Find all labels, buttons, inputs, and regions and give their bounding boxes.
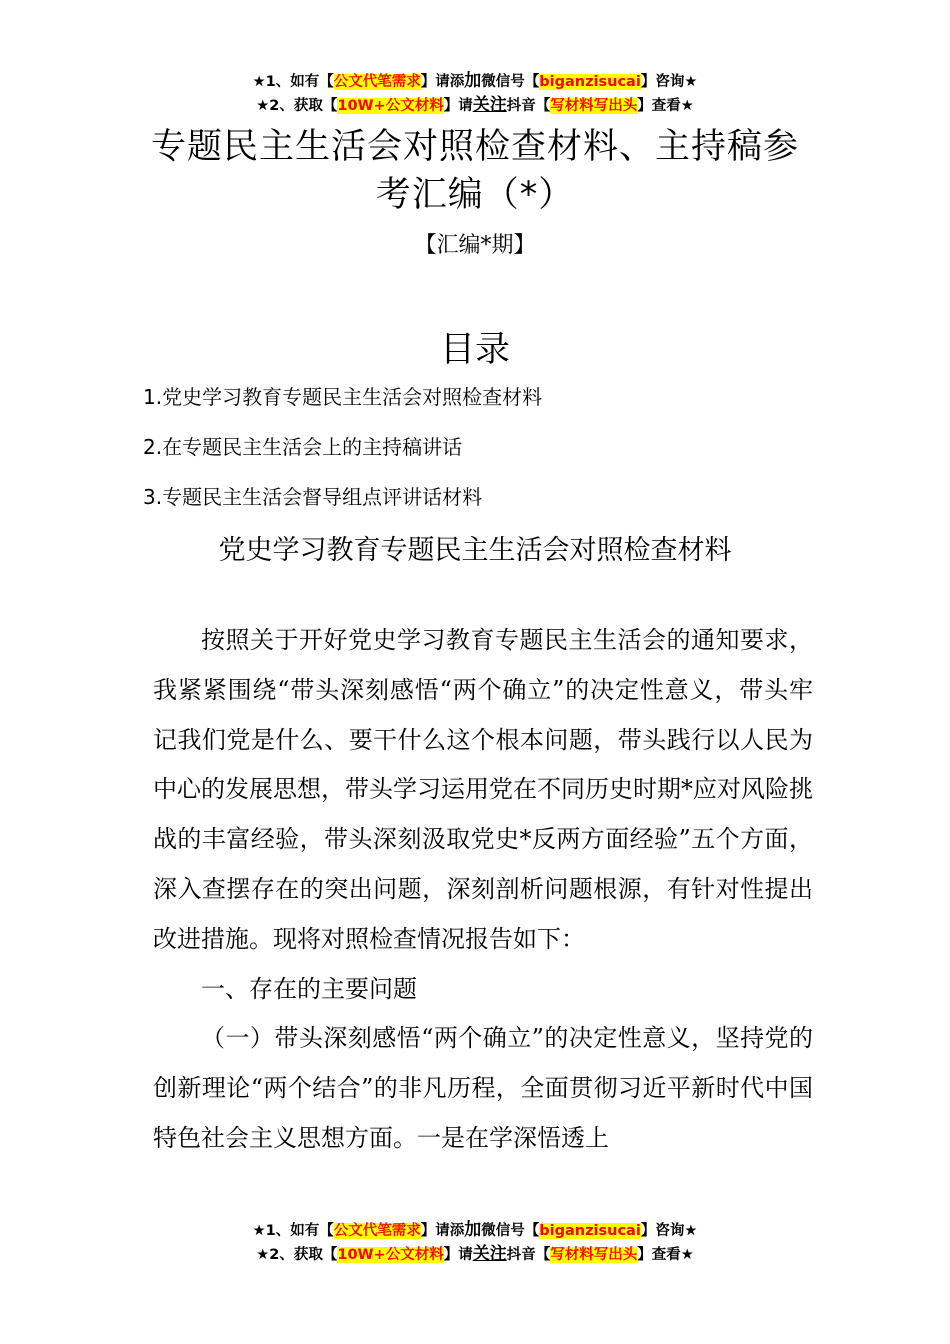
top-banner-line-2: ★2、获取【10W+公文材料】请关注抖音【写材料写出头】查看★ [256,95,694,115]
top-banner-line-1: ★1、如有【公文代笔需求】请添加微信号【biganzisucai】咨询★ [252,71,698,91]
document-title-line-2: 考汇编（*） [375,175,575,215]
bottom-banner-line-1: ★1、如有【公文代笔需求】请添加微信号【biganzisucai】咨询★ [252,1220,698,1240]
body-paragraph: （一）带头深刻感悟“两个确立”的决定性意义，坚持党的创新理论“两个结合”的非凡历程，全面贯彻习近平新时代中国特色社会主义思想方面。一是在学深悟透上 [153,1024,813,1152]
wechat-account-highlight: biganzisucai [539,74,641,90]
body-paragraph: 按照关于开好党史学习教育专题民主生活会的通知要求，我紧紧围绕“带头深刻感悟“两个确立”的决定性意义，带头牢记我们党是什么、要干什么这个根本问题，带头践行以人民为中心的发展思想，带头学习运用党在不同历史时期*应对风险挑战的丰富经验，带头深刻汲取党史*反两方面经验”五个方面，深入查摆存在的突出问题，深刻剖析问题根源，有针对性提出改进措施。现将对照检查情况报告如下： [153,626,813,953]
document-title-line-1: 专题民主生活会对照检查材料、主持稿参 [150,127,799,167]
section-body [153,616,813,1164]
toc-item: 1.党史学习教育专题民主生活会对照检查材料 [143,385,543,409]
wechat-account-highlight: biganzisucai [539,1223,641,1239]
keyword-highlight: 10W+公文材料 [337,1247,444,1263]
keyword-highlight: 公文代笔需求 [333,1223,421,1239]
bottom-banner-line-2: ★2、获取【10W+公文材料】请关注抖音【写材料写出头】查看★ [256,1244,694,1264]
keyword-highlight: 公文代笔需求 [333,74,421,90]
body-heading: 一、存在的主要问题 [201,974,417,1003]
toc-heading: 目录 [439,330,510,370]
douyin-account-highlight: 写材料写出头 [550,1247,638,1263]
keyword-highlight: 10W+公文材料 [337,98,444,114]
douyin-account-highlight: 写材料写出头 [550,98,638,114]
toc-item: 3.专题民主生活会督导组点评讲话材料 [143,485,483,509]
toc-item: 2.在专题民主生活会上的主持稿讲话 [143,435,463,459]
document-subtitle: 【汇编*期】 [414,233,536,258]
section-title: 党史学习教育专题民主生活会对照检查材料 [218,535,732,566]
